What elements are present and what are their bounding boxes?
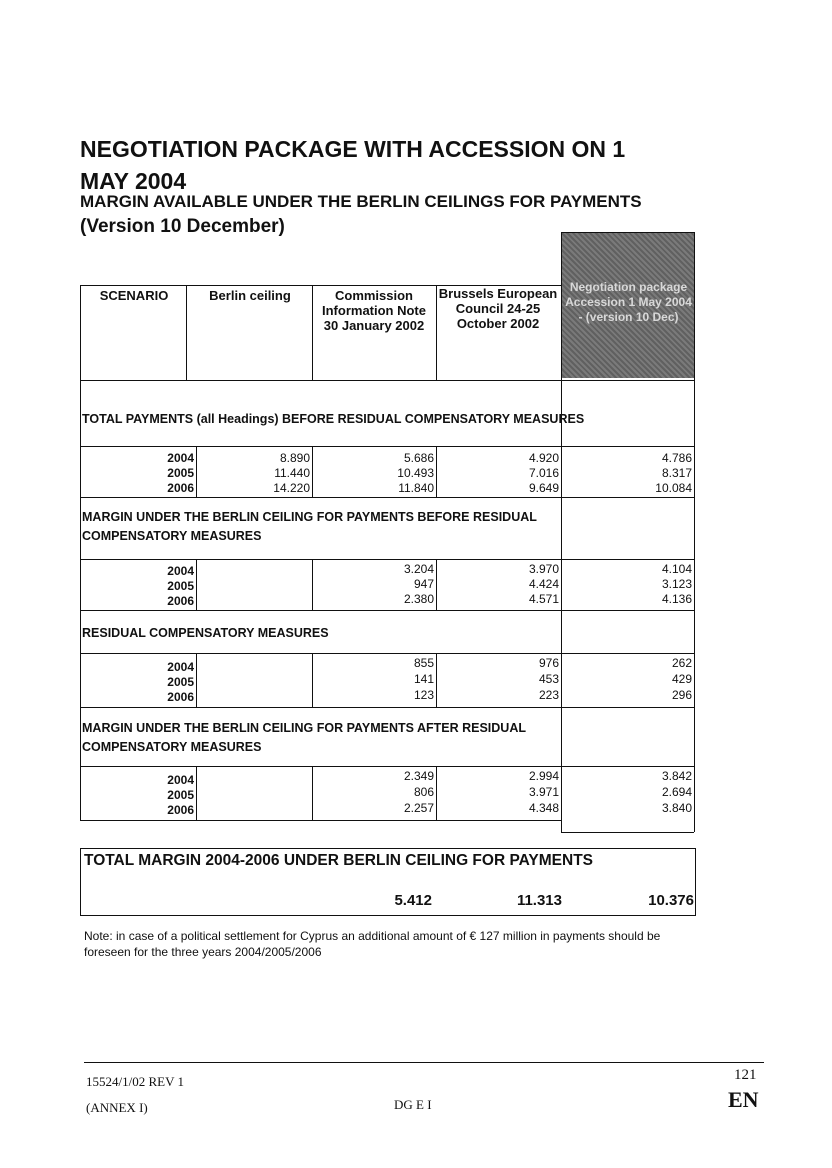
total-margin-commission: 5.412	[394, 892, 432, 909]
negotiation-value: 3.842	[661, 769, 692, 783]
brussels-value: 2.994	[528, 769, 559, 783]
year-label: 2006	[167, 803, 194, 817]
section-margin-before-title-line2: COMPENSATORY MEASURES	[82, 529, 262, 543]
section-residual-title: RESIDUAL COMPENSATORY MEASURES	[82, 626, 329, 640]
year-label: 2005	[167, 788, 194, 802]
header-commission: Commission Information Note 30 January 2002	[322, 288, 426, 333]
commission-value: 5.686	[403, 451, 434, 465]
language-code: EN	[728, 1087, 759, 1112]
brussels-value: 3.970	[528, 562, 559, 576]
brussels-value: 9.649	[528, 481, 559, 495]
year-label: 2006	[167, 690, 194, 704]
commission-value: 2.257	[403, 801, 434, 815]
header-negotiation: Negotiation package Accession 1 May 2004 - (version 10 Dec)	[565, 280, 692, 324]
header-berlin-ceiling: Berlin ceiling	[209, 288, 291, 303]
version-label: (Version 10 December)	[80, 216, 285, 237]
berlin-value: 8.890	[279, 451, 310, 465]
negotiation-value: 2.694	[661, 785, 692, 799]
brussels-value: 4.920	[528, 451, 559, 465]
berlin-value: 11.440	[274, 466, 310, 480]
page-number: 121	[734, 1067, 757, 1083]
negotiation-value: 10.084	[655, 481, 692, 495]
year-label: 2005	[167, 675, 194, 689]
footnote: Note: in case of a political settlement for Cyprus an additional amount of € 127 million in payments should be foreseen for the three years 2004/2005/2006	[84, 929, 661, 959]
commission-value: 3.204	[403, 562, 434, 576]
negotiation-value: 3.123	[661, 577, 692, 591]
document-subtitle: MARGIN AVAILABLE UNDER THE BERLIN CEILINGS FOR PAYMENTS	[80, 192, 642, 211]
year-label: 2006	[167, 481, 194, 495]
year-label: 2005	[167, 466, 194, 480]
negotiation-value: 4.136	[661, 592, 692, 606]
commission-value: 11.840	[398, 481, 434, 495]
total-margin-negotiation: 10.376	[648, 892, 694, 909]
annex-label: (ANNEX I)	[86, 1100, 148, 1115]
header-scenario: SCENARIO	[99, 288, 169, 303]
negotiation-value: 8.317	[661, 466, 692, 480]
negotiation-value: 296	[671, 688, 692, 702]
commission-value: 806	[413, 785, 434, 799]
brussels-value: 7.016	[528, 466, 559, 480]
negotiation-value: 4.104	[661, 562, 692, 576]
year-label: 2004	[167, 773, 194, 787]
brussels-value: 4.348	[528, 801, 559, 815]
total-margin-title: TOTAL MARGIN 2004-2006 UNDER BERLIN CEILING FOR PAYMENTS	[84, 852, 594, 869]
year-label: 2004	[167, 660, 194, 674]
footer-rule	[84, 1062, 764, 1063]
brussels-value: 223	[538, 688, 559, 702]
document-title: NEGOTIATION PACKAGE WITH ACCESSION ON 1	[80, 136, 626, 162]
section-margin-before-title: MARGIN UNDER THE BERLIN CEILING FOR PAYMENTS BEFORE RESIDUAL	[82, 510, 537, 524]
negotiation-value: 262	[671, 656, 692, 670]
commission-value: 2.349	[403, 769, 434, 783]
total-margin-brussels: 11.313	[516, 892, 562, 909]
negotiation-value: 3.840	[661, 801, 692, 815]
year-label: 2004	[167, 451, 194, 465]
header-brussels: Brussels European Council 24-25 October 2002	[438, 286, 558, 331]
commission-value: 123	[413, 688, 434, 702]
section-margin-after-title-line2: COMPENSATORY MEASURES	[82, 740, 262, 754]
berlin-value: 14.220	[273, 481, 310, 495]
brussels-value: 453	[538, 672, 559, 686]
commission-value: 141	[413, 672, 434, 686]
commission-value: 855	[413, 656, 434, 670]
section-margin-after-title: MARGIN UNDER THE BERLIN CEILING FOR PAYMENTS AFTER RESIDUAL	[82, 721, 526, 735]
brussels-value: 4.424	[528, 577, 559, 591]
year-label: 2005	[167, 579, 194, 593]
brussels-value: 976	[538, 656, 559, 670]
section-total-payments-title: TOTAL PAYMENTS (all Headings) BEFORE RESIDUAL COMPENSATORY MEASURES	[82, 412, 585, 426]
commission-value: 10.493	[397, 466, 434, 480]
year-label: 2006	[167, 594, 194, 608]
doc-reference: 15524/1/02 REV 1	[86, 1074, 184, 1089]
commission-value: 947	[413, 577, 434, 591]
year-label: 2004	[167, 564, 194, 578]
document-title-line2: MAY 2004	[80, 168, 187, 194]
dg-label: DG E I	[394, 1097, 432, 1112]
commission-value: 2.380	[403, 592, 434, 606]
brussels-value: 4.571	[528, 592, 559, 606]
brussels-value: 3.971	[528, 785, 559, 799]
negotiation-value: 429	[671, 672, 692, 686]
negotiation-value: 4.786	[661, 451, 692, 465]
